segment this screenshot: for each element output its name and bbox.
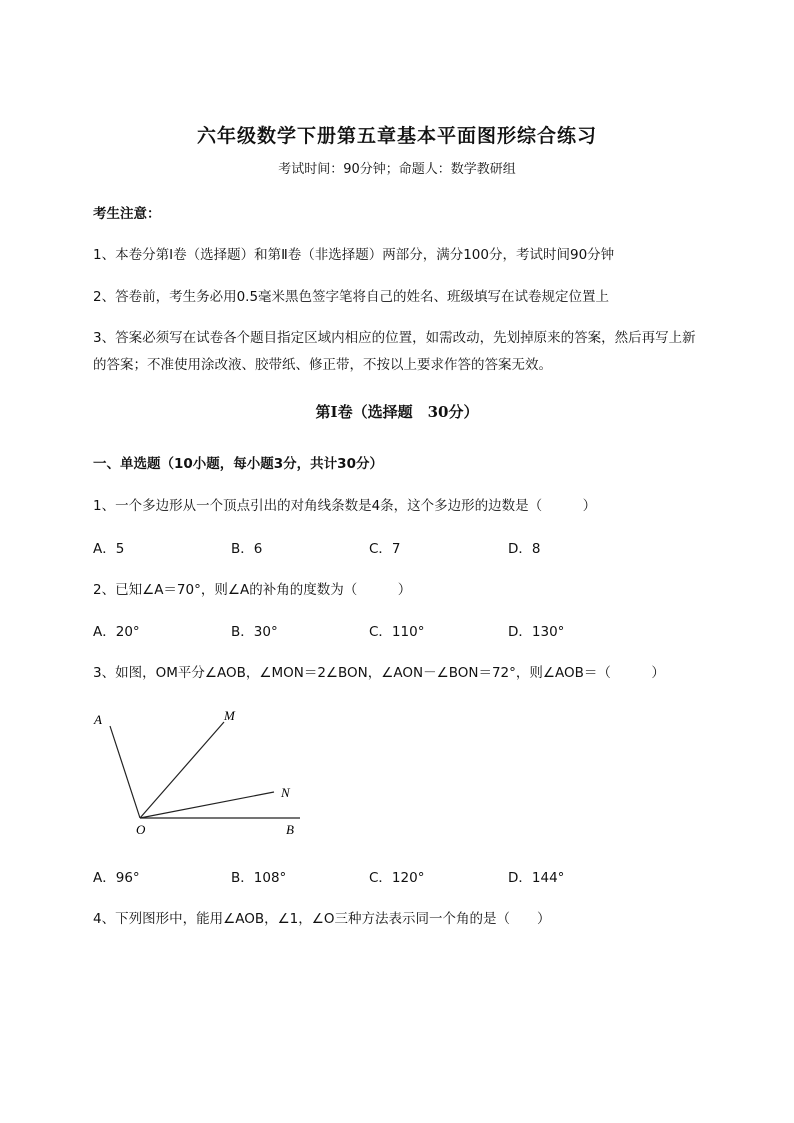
angle-figure <box>88 700 308 840</box>
page-title: 六年级数学下册第五章基本平面图形综合练习 <box>196 125 597 147</box>
q2-option-c: C．110° <box>369 624 425 640</box>
q2-option-b: B．30° <box>231 624 278 640</box>
notice-item-3-cont: 的答案；不准使用涂改液、胶带纸、修正带，不按以上要求作答的答案无效。 <box>93 357 552 373</box>
part-heading: 一、单选题（10小题，每小题3分，共计30分） <box>93 456 383 472</box>
label-b: B <box>286 822 294 837</box>
q3-option-b: B．108° <box>231 870 287 886</box>
label-n: N <box>281 785 290 800</box>
notice-heading: 考生注意： <box>93 206 161 222</box>
q1-option-c: C．7 <box>369 541 401 557</box>
label-m: M <box>224 708 235 723</box>
notice-item-3: 3、答案必须写在试卷各个题目指定区域内相应的位置，如需改动，先划掉原来的答案，然后再写上新 <box>93 330 696 346</box>
q1-option-d: D．8 <box>508 541 541 557</box>
notice-item-1: 1、本卷分第I卷（选择题）和第Ⅱ卷（非选择题）两部分，满分100分，考试时间90分钟 <box>93 247 615 263</box>
ray-oa <box>110 726 140 818</box>
label-o: O <box>136 822 146 837</box>
notice-item-2: 2、答卷前，考生务必用0.5毫米黑色签字笔将自己的姓名、班级填写在试卷规定位置上 <box>93 289 610 305</box>
q3-option-a: A．96° <box>93 870 140 886</box>
q3-option-d: D．144° <box>508 870 565 886</box>
section-title: 第I卷（选择题 30分） <box>315 403 479 421</box>
question-1: 1、一个多边形从一个顶点引出的对角线条数是4条，这个多边形的边数是（ ） <box>93 498 597 514</box>
q1-option-a: A．5 <box>93 541 125 557</box>
question-2: 2、已知∠A＝70°，则∠A的补角的度数为（ ） <box>93 582 412 598</box>
q1-option-b: B．6 <box>231 541 263 557</box>
question-4: 4、下列图形中，能用∠AOB，∠1，∠O三种方法表示同一个角的是（ ） <box>93 911 551 927</box>
q2-option-d: D．130° <box>508 624 565 640</box>
label-a: A <box>94 712 102 727</box>
q3-option-c: C．120° <box>369 870 425 886</box>
exam-info: 考试时间：90分钟；命题人：数学教研组 <box>278 162 516 177</box>
q2-option-a: A．20° <box>93 624 140 640</box>
question-3: 3、如图，OM平分∠AOB，∠MON＝2∠BON，∠AON－∠BON＝72°，则∠AOB＝（ ） <box>93 665 665 681</box>
